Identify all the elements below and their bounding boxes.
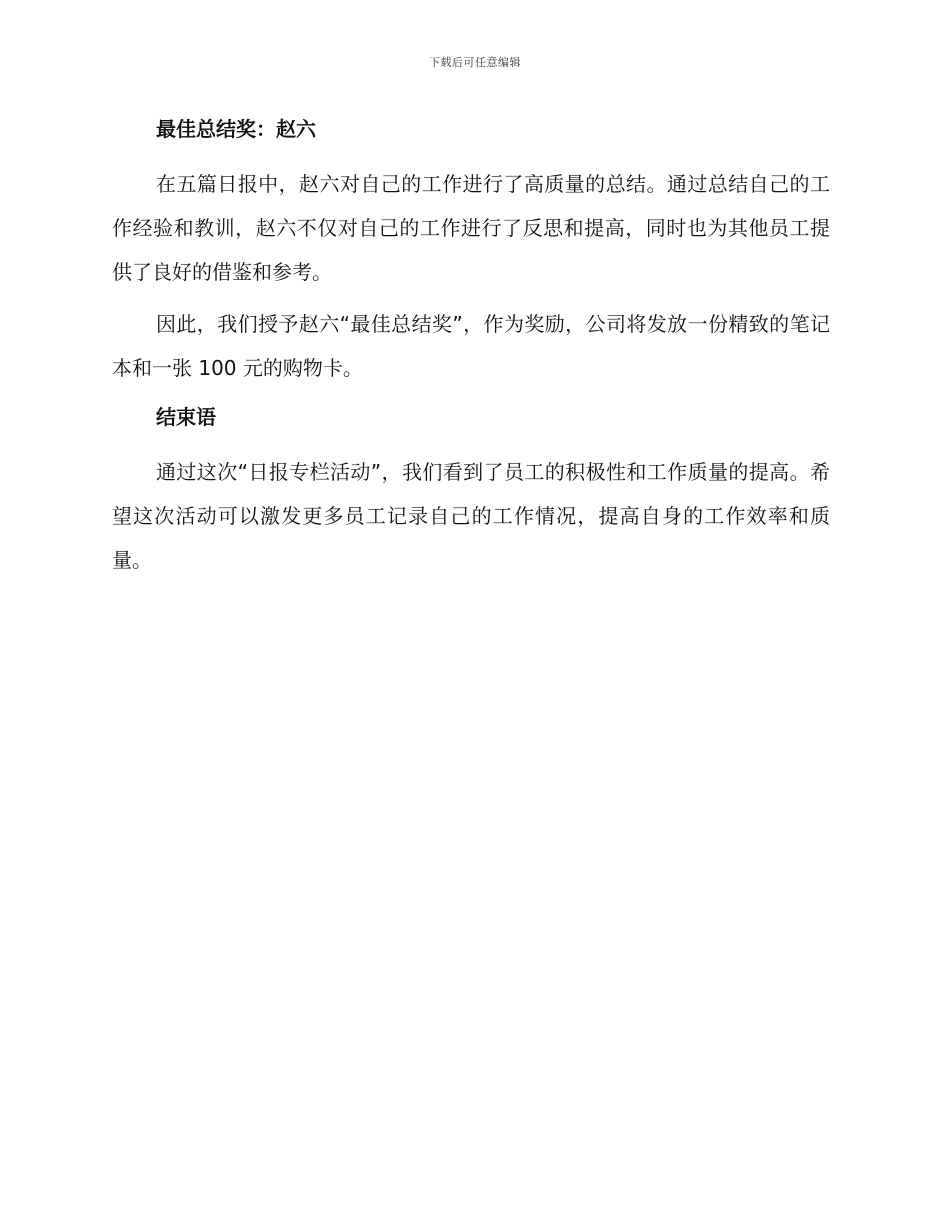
page-header: 下载后可任意编辑 <box>429 56 521 69</box>
paragraph-summary-description: 在五篇日报中，赵六对自己的工作进行了高质量的总结。通过总结自己的工作经验和教训，赵六不仅对自己的工作进行了反思和提高，同时也为其他员工提供了良好的借鉴和参考。 <box>112 172 830 284</box>
paragraph-conclusion: 通过这次“日报专栏活动”，我们看到了员工的积极性和工作质量的提高。希望这次活动可以激发更多员工记录自己的工作情况，提高自身的工作效率和质量。 <box>112 460 830 572</box>
paragraph-award-details: 因此，我们授予赵六“最佳总结奖”，作为奖励，公司将发放一份精致的笔记本和一张 100 元的购物卡。 <box>112 312 830 380</box>
section-heading-best-summary-award: 最佳总结奖：赵六 <box>156 117 316 141</box>
section-heading-conclusion: 结束语 <box>156 405 216 429</box>
document-body <box>112 112 830 582</box>
